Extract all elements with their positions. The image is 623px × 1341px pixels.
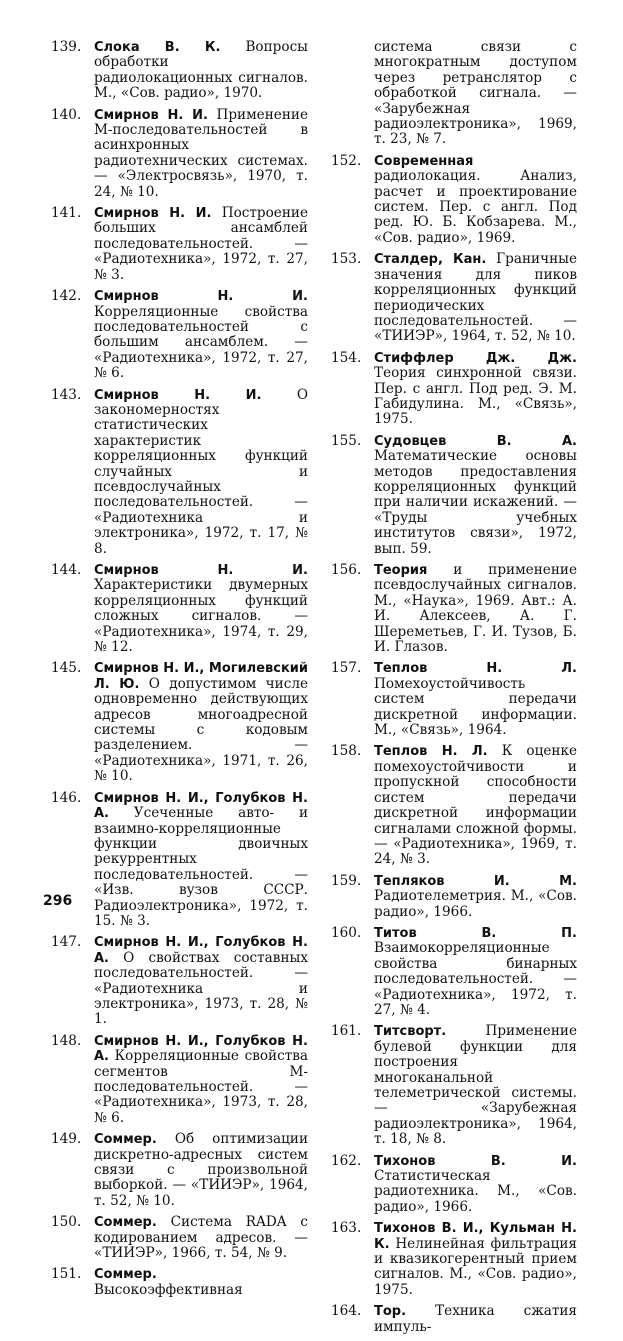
entry-author: Теплов Н. Л. xyxy=(374,744,488,760)
bibliography-entry xyxy=(322,1304,577,1335)
bibliography-entry xyxy=(42,563,308,655)
bibliography-entry xyxy=(322,154,577,246)
bibliography-left-column xyxy=(42,40,308,1304)
bibliography-entry xyxy=(42,791,308,930)
entry-number: 161. xyxy=(331,1023,362,1040)
bibliography-right-column xyxy=(322,40,577,1341)
entry-number: 140. xyxy=(51,106,82,123)
entry-number: 163. xyxy=(331,1220,362,1237)
entry-author: Смирнов Н. И. xyxy=(94,107,208,123)
entry-text: Применение булевой функции для построения многоканальной телеметрической системы. — «Зарубежная радиоэлектроника», 1964, т. 18, № 8. xyxy=(374,1023,577,1148)
bibliography-entry xyxy=(322,1154,577,1216)
entry-text: Построение больших ансамблей последовательностей. — «Радиотехника», 1972, т. 27, № 3. xyxy=(94,205,308,283)
entry-text: Теория синхронной связи. Пер. с англ. Под ред. Э. М. Габидулина. М., «Связь», 1975. xyxy=(374,365,577,428)
entry-author: Соммер. xyxy=(94,1215,157,1231)
entry-number: 159. xyxy=(331,872,362,889)
entry-text: Высокоэффективная xyxy=(94,1281,243,1298)
bibliography-entry xyxy=(322,1221,577,1298)
bibliography-entry xyxy=(42,661,308,784)
entry-author: Смирнов Н. И. xyxy=(94,206,212,222)
entry-author: Теплов Н. Л. xyxy=(374,661,577,677)
entry-number: 160. xyxy=(331,924,362,941)
entry-number: 153. xyxy=(331,251,362,268)
entry-text: О свойствах составных последовательностей. — «Радиотехника и электроника», 1973, т. 28, № 1. xyxy=(94,949,308,1028)
bibliography-entry xyxy=(322,434,577,557)
entry-author: Сталдер, Кан. xyxy=(374,252,487,268)
entry-text: радиолокация. Анализ, расчет и проектирование систем. Пер. с англ. Под ред. Ю. Б. Кобзарева. М., «Сов. радио», 1969. xyxy=(374,168,577,246)
entry-text: Корреляционные свойства сегментов M-последовательностей. — «Радиотехника», 1973, т. 28, № 6. xyxy=(94,1048,308,1126)
entry-number: 157. xyxy=(331,660,362,677)
entry-text: Корреляционные свойства последовательностей с большим ансамблем. — «Радиотехника», 1972, т. 27, № 6. xyxy=(94,303,308,382)
entry-text: Статистическая радиотехника. М., «Сов. радио», 1966. xyxy=(374,1168,577,1215)
entry-number: 144. xyxy=(51,562,82,578)
entry-number: 154. xyxy=(331,349,362,366)
entry-number: 156. xyxy=(331,562,362,578)
entry-text: и применение псевдослучайных сигналов. М., «Наука», 1969. Авт.: А. И. Алексеев, А. Г. Шереметьев, Г. И. Тузов, Б. И. Глазов. xyxy=(374,562,577,656)
entry-number: 142. xyxy=(51,288,82,305)
entry-author: Смирнов Н. И., Голубков Н. А. xyxy=(94,790,308,822)
bibliography-entry xyxy=(322,563,577,655)
entry-author: Соммер. xyxy=(94,1132,157,1148)
entry-text: О закономерностях статистических характеристик корреляционных функций случайных и псевдослучайных последовательностей. — «Радиотехника и электроника», 1972, т. 17, № 8. xyxy=(94,386,308,557)
bibliography-entry xyxy=(42,108,308,200)
entry-text: Вопросы обработки радиолокационных сигналов. М., «Сов. радио», 1970. xyxy=(94,39,308,102)
entry-text: Система RADA с кодированием адресов. — «ТИИЭР», 1966, т. 54, № 9. xyxy=(94,1214,308,1262)
page-number: 296 xyxy=(43,893,73,909)
entry-text: Характеристики двумерных корреляционных функций сложных сигналов. — «Радиотехника», 1974, т. 29, № 12. xyxy=(94,577,308,656)
entry-text: О допустимом числе одновременно действующих адресов многоадресной системы с кодовым разделением. — «Радиотехника», 1971, т. 26, № 10. xyxy=(94,675,308,785)
entry-author: Титов В. П. xyxy=(374,925,577,941)
entry-author: Тепляков И. М. xyxy=(374,873,577,889)
entry-number: 147. xyxy=(51,934,82,951)
entry-number: 141. xyxy=(51,205,82,222)
bibliography-entry xyxy=(42,1034,308,1126)
entry-author: Смирнов Н. И. xyxy=(94,387,262,403)
entry-number: 149. xyxy=(51,1131,82,1148)
bibliography-entry xyxy=(42,40,308,102)
entry-text: Математические основы методов предоставления корреляционных функций при наличии искажений. — «Труды учебных институтов связи», 1972, вып. 59. xyxy=(374,448,577,557)
bibliography-entry xyxy=(42,1267,308,1298)
bibliography-entry xyxy=(42,289,308,381)
bibliography-entry xyxy=(322,744,577,867)
entry-text: Радиотелеметрия. М., «Сов. радио», 1966. xyxy=(374,888,577,920)
entry-author: Смирнов Н. И. xyxy=(94,289,308,305)
entry-number: 146. xyxy=(51,789,82,806)
entry-number: 145. xyxy=(51,660,82,677)
entry-author: Теория xyxy=(374,563,428,578)
entry-text: Техника сжатия импуль- xyxy=(374,1303,577,1335)
bibliography-entry xyxy=(322,874,577,920)
bibliography-entry xyxy=(322,1024,577,1147)
bibliography-entry xyxy=(322,661,577,738)
entry-author: Судовцев В. А. xyxy=(374,433,577,449)
bibliography-entry xyxy=(42,388,308,557)
entry-author: Стиффлер Дж. Дж. xyxy=(374,350,577,366)
entry-text: Применение M-последовательностей в асинхронных радиотехнических системах. — «Электросвязь», 1970, т. 24, № 10. xyxy=(94,106,308,200)
bibliography-entry xyxy=(322,351,577,428)
entry-author: Соммер. xyxy=(94,1267,157,1283)
bibliography-entry xyxy=(42,1215,308,1261)
entry-number: 164. xyxy=(331,1303,362,1320)
bibliography-entry xyxy=(322,926,577,1018)
entry-author: Слока В. К. xyxy=(94,40,221,55)
entry-author: Тор. xyxy=(374,1304,407,1320)
entry-author: Смирнов Н. И. xyxy=(94,563,308,578)
entry-author: Титсворт. xyxy=(374,1024,447,1040)
entry-number: 151. xyxy=(51,1266,82,1283)
entry-number: 139. xyxy=(51,39,82,55)
entry-author: Смирнов Н. И., Голубков Н. А. xyxy=(94,935,308,966)
entry-continuation: система связи с многократным доступом через ретранслятор с обработкой сигнала. — «Зарубежная радиоэлектроника», 1969, т. 23, № 7. xyxy=(374,39,577,148)
bibliography-entry xyxy=(42,935,308,1027)
entry-author: Смирнов Н. И., Голубков Н. А. xyxy=(94,1033,308,1065)
entry-number: 148. xyxy=(51,1032,82,1049)
bibliography-entry xyxy=(322,252,577,344)
entry-text: Взаимокорреляционные свойства бинарных последовательностей. — «Радиотехника», 1972, т. 27, № 4. xyxy=(374,940,577,1018)
entry-text: Граничные значения для пиков корреляционных функций периодических последовательностей. — «ТИИЭР», 1964, т. 52, № 10. xyxy=(374,251,577,345)
entry-text: Об оптимизации дискретно-адресных систем связи с произвольной выборкой. — «ТИИЭР», 1964, т. 52, № 10. xyxy=(94,1131,308,1209)
entry-number: 155. xyxy=(331,432,362,449)
entry-author: Смирнов Н. И., Могилевский Л. Ю. xyxy=(94,661,308,692)
entry-text: Помехоустойчивость систем передачи дискретной информации. М., «Связь», 1964. xyxy=(374,675,577,739)
entry-number: 152. xyxy=(331,152,362,169)
entry-text: К оценке помехоустойчивости и пропускной способности систем передачи дискретной информации сигналами сложной формы. — «Радиотехника», 1969, т. 24, № 3. xyxy=(374,743,577,868)
entry-text: Усеченные авто- и взаимно-корреляционные функции двоичных рекуррентных последовательностей. — «Изв. вузов СССР. Радиоэлектроника», 1972, т. 15. № 3. xyxy=(94,805,308,929)
entry-author: Тихонов В. И., Кульман Н. К. xyxy=(374,1221,577,1252)
entry-number: 143. xyxy=(51,386,82,403)
entry-author: Современная xyxy=(374,153,474,169)
entry-number: 162. xyxy=(331,1152,362,1169)
entry-author: Тихонов В. И. xyxy=(374,1153,577,1169)
bibliography-entry xyxy=(42,206,308,283)
entry-text: Нелинейная фильтрация и квазикогерентный прием сигналов. М., «Сов. радио», 1975. xyxy=(374,1235,577,1298)
entry-number: 158. xyxy=(331,743,362,760)
bibliography-entry xyxy=(42,1132,308,1209)
entry-number: 150. xyxy=(51,1214,82,1231)
